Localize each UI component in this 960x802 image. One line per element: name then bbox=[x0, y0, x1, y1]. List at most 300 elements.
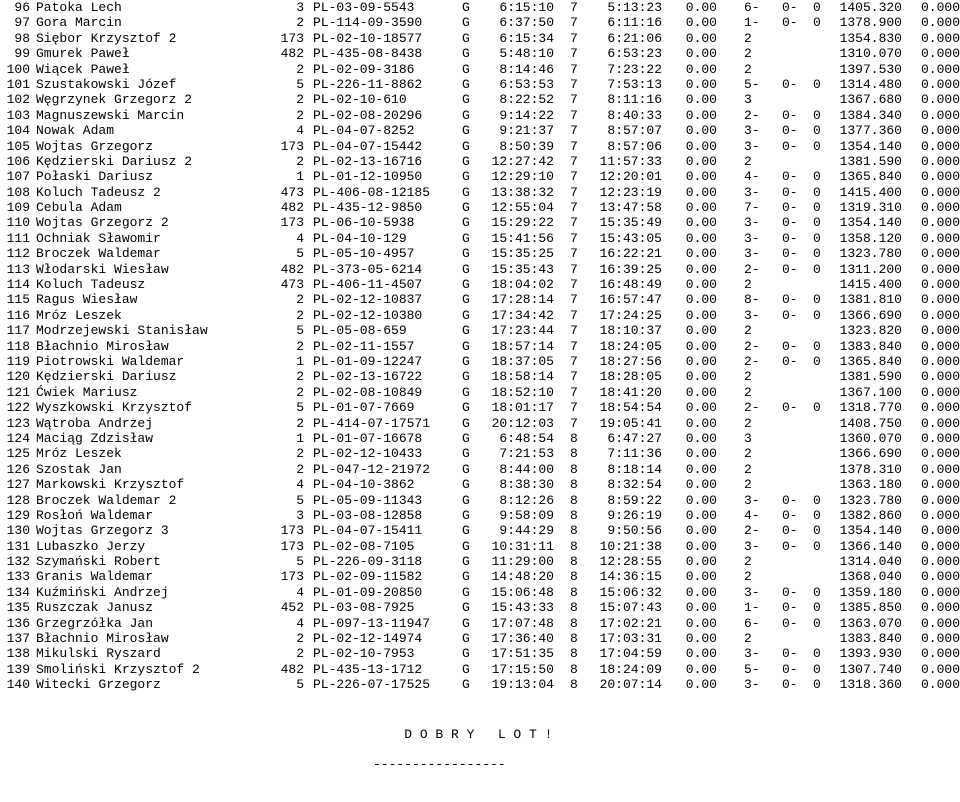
competitor-name: Smoliński Krzysztof 2 bbox=[36, 661, 200, 677]
start-time: 17:51:35 bbox=[491, 646, 554, 662]
table-row bbox=[0, 108, 960, 123]
ring-number: PL-02-08-10849 bbox=[313, 384, 423, 400]
penalty: 0.00 bbox=[685, 107, 717, 123]
coefficient: 0.000 bbox=[920, 261, 960, 277]
penalty: 0.00 bbox=[685, 584, 717, 600]
arrival-time: 18:10:37 bbox=[599, 323, 662, 339]
zero-value: 0 bbox=[813, 538, 821, 554]
flag: 0- bbox=[782, 615, 798, 631]
zero-value: 0 bbox=[813, 0, 821, 15]
club-code: 4 bbox=[296, 477, 304, 493]
zero-value: 0 bbox=[813, 200, 821, 216]
row-number: 102 bbox=[6, 92, 30, 108]
ring-number: PL-047-12-21972 bbox=[313, 461, 431, 477]
points: 2 bbox=[744, 323, 752, 339]
arrival-time: 6:53:23 bbox=[607, 46, 662, 62]
speed: 1310.070 bbox=[839, 46, 902, 62]
day: 7 bbox=[570, 184, 578, 200]
day: 7 bbox=[570, 246, 578, 262]
day: 8 bbox=[570, 631, 578, 647]
club-code: 2 bbox=[296, 307, 304, 323]
ring-number: PL-05-10-4957 bbox=[313, 246, 415, 262]
arrival-time: 6:11:16 bbox=[607, 15, 662, 31]
ring-number: PL-02-12-10380 bbox=[313, 307, 423, 323]
points: 3- bbox=[744, 246, 760, 262]
category: G bbox=[462, 153, 470, 169]
zero-value: 0 bbox=[813, 123, 821, 139]
arrival-time: 8:59:22 bbox=[607, 492, 662, 508]
points: 2 bbox=[744, 461, 752, 477]
penalty: 0.00 bbox=[685, 615, 717, 631]
penalty: 0.00 bbox=[685, 307, 717, 323]
speed: 1381.810 bbox=[839, 292, 902, 308]
zero-value: 0 bbox=[813, 615, 821, 631]
penalty: 0.00 bbox=[685, 461, 717, 477]
table-row bbox=[0, 554, 960, 569]
category: G bbox=[462, 353, 470, 369]
points: 1- bbox=[744, 15, 760, 31]
points: 7- bbox=[744, 200, 760, 216]
table-row bbox=[0, 385, 960, 400]
table-row bbox=[0, 462, 960, 477]
penalty: 0.00 bbox=[685, 292, 717, 308]
footer-text: D O B R Y L O T ! bbox=[404, 727, 553, 742]
day: 7 bbox=[570, 369, 578, 385]
category: G bbox=[462, 400, 470, 416]
points: 5- bbox=[744, 661, 760, 677]
category: G bbox=[462, 538, 470, 554]
flag: 0- bbox=[782, 677, 798, 693]
category: G bbox=[462, 200, 470, 216]
category: G bbox=[462, 277, 470, 293]
table-row bbox=[0, 508, 960, 523]
start-time: 10:31:11 bbox=[491, 538, 554, 554]
row-number: 99 bbox=[14, 46, 30, 62]
points: 2 bbox=[744, 631, 752, 647]
row-number: 136 bbox=[6, 615, 30, 631]
ring-number: PL-02-13-16716 bbox=[313, 153, 423, 169]
competitor-name: Błachnio Mirosław bbox=[36, 338, 169, 354]
flag: 0- bbox=[782, 523, 798, 539]
zero-value: 0 bbox=[813, 246, 821, 262]
competitor-name: Nowak Adam bbox=[36, 123, 115, 139]
flag: 0- bbox=[782, 492, 798, 508]
row-number: 98 bbox=[14, 30, 30, 46]
zero-value: 0 bbox=[813, 292, 821, 308]
speed: 1360.070 bbox=[839, 430, 902, 446]
club-code: 482 bbox=[280, 261, 304, 277]
row-number: 125 bbox=[6, 446, 30, 462]
table-row bbox=[0, 677, 960, 692]
row-number: 96 bbox=[14, 0, 30, 15]
start-time: 17:07:48 bbox=[491, 615, 554, 631]
ring-number: PL-04-10-3862 bbox=[313, 477, 415, 493]
start-time: 15:43:33 bbox=[491, 600, 554, 616]
coefficient: 0.000 bbox=[920, 230, 960, 246]
row-number: 121 bbox=[6, 384, 30, 400]
day: 7 bbox=[570, 76, 578, 92]
club-code: 473 bbox=[280, 277, 304, 293]
day: 8 bbox=[570, 446, 578, 462]
day: 8 bbox=[570, 677, 578, 693]
arrival-time: 8:40:33 bbox=[607, 107, 662, 123]
start-time: 13:38:32 bbox=[491, 184, 554, 200]
start-time: 15:06:48 bbox=[491, 584, 554, 600]
start-time: 12:29:10 bbox=[491, 169, 554, 185]
club-code: 2 bbox=[296, 646, 304, 662]
coefficient: 0.000 bbox=[920, 477, 960, 493]
row-number: 111 bbox=[6, 230, 30, 246]
ring-number: PL-01-07-16678 bbox=[313, 430, 423, 446]
arrival-time: 7:23:22 bbox=[607, 61, 662, 77]
speed: 1367.100 bbox=[839, 384, 902, 400]
start-time: 17:28:14 bbox=[491, 292, 554, 308]
table-row bbox=[0, 292, 960, 307]
competitor-name: Ruszczak Janusz bbox=[36, 600, 154, 616]
coefficient: 0.000 bbox=[920, 323, 960, 339]
table-row bbox=[0, 246, 960, 261]
day: 7 bbox=[570, 261, 578, 277]
day: 7 bbox=[570, 277, 578, 293]
category: G bbox=[462, 677, 470, 693]
speed: 1323.780 bbox=[839, 492, 902, 508]
arrival-time: 7:11:36 bbox=[607, 446, 662, 462]
club-code: 173 bbox=[280, 30, 304, 46]
coefficient: 0.000 bbox=[920, 430, 960, 446]
speed: 1385.850 bbox=[839, 600, 902, 616]
arrival-time: 9:26:19 bbox=[607, 507, 662, 523]
row-number: 133 bbox=[6, 569, 30, 585]
start-time: 6:15:34 bbox=[499, 30, 554, 46]
row-number: 138 bbox=[6, 646, 30, 662]
day: 7 bbox=[570, 400, 578, 416]
penalty: 0.00 bbox=[685, 523, 717, 539]
category: G bbox=[462, 446, 470, 462]
category: G bbox=[462, 615, 470, 631]
start-time: 17:23:44 bbox=[491, 323, 554, 339]
table-row bbox=[0, 369, 960, 384]
ring-number: PL-406-11-4507 bbox=[313, 277, 423, 293]
zero-value: 0 bbox=[813, 215, 821, 231]
row-number: 126 bbox=[6, 461, 30, 477]
club-code: 1 bbox=[296, 169, 304, 185]
competitor-name: Kędzierski Dariusz bbox=[36, 369, 177, 385]
penalty: 0.00 bbox=[685, 430, 717, 446]
ring-number: PL-04-10-129 bbox=[313, 230, 407, 246]
start-time: 8:12:26 bbox=[499, 492, 554, 508]
arrival-time: 5:13:23 bbox=[607, 0, 662, 15]
speed: 1314.040 bbox=[839, 554, 902, 570]
points: 4- bbox=[744, 507, 760, 523]
start-time: 20:12:03 bbox=[491, 415, 554, 431]
flag: 0- bbox=[782, 184, 798, 200]
speed: 1354.140 bbox=[839, 215, 902, 231]
club-code: 5 bbox=[296, 246, 304, 262]
points: 2 bbox=[744, 30, 752, 46]
day: 7 bbox=[570, 169, 578, 185]
competitor-name: Broczek Waldemar bbox=[36, 246, 161, 262]
day: 8 bbox=[570, 661, 578, 677]
club-code: 2 bbox=[296, 384, 304, 400]
day: 8 bbox=[570, 600, 578, 616]
start-time: 9:44:29 bbox=[499, 523, 554, 539]
coefficient: 0.000 bbox=[920, 92, 960, 108]
speed: 1383.840 bbox=[839, 631, 902, 647]
speed: 1378.900 bbox=[839, 15, 902, 31]
club-code: 4 bbox=[296, 584, 304, 600]
speed: 1378.310 bbox=[839, 461, 902, 477]
club-code: 2 bbox=[296, 415, 304, 431]
coefficient: 0.000 bbox=[920, 138, 960, 154]
competitor-name: Modrzejewski Stanisław bbox=[36, 323, 208, 339]
row-number: 122 bbox=[6, 400, 30, 416]
category: G bbox=[462, 430, 470, 446]
club-code: 5 bbox=[296, 76, 304, 92]
day: 8 bbox=[570, 461, 578, 477]
arrival-time: 16:39:25 bbox=[599, 261, 662, 277]
day: 8 bbox=[570, 569, 578, 585]
start-time: 8:44:00 bbox=[499, 461, 554, 477]
row-number: 110 bbox=[6, 215, 30, 231]
category: G bbox=[462, 584, 470, 600]
club-code: 5 bbox=[296, 323, 304, 339]
row-number: 139 bbox=[6, 661, 30, 677]
points: 3- bbox=[744, 138, 760, 154]
table-row bbox=[0, 631, 960, 646]
coefficient: 0.000 bbox=[920, 554, 960, 570]
day: 7 bbox=[570, 30, 578, 46]
row-number: 124 bbox=[6, 430, 30, 446]
ring-number: PL-114-09-3590 bbox=[313, 15, 423, 31]
coefficient: 0.000 bbox=[920, 46, 960, 62]
speed: 1363.180 bbox=[839, 477, 902, 493]
club-code: 2 bbox=[296, 461, 304, 477]
row-number: 120 bbox=[6, 369, 30, 385]
row-number: 137 bbox=[6, 631, 30, 647]
table-row bbox=[0, 62, 960, 77]
table-row bbox=[0, 339, 960, 354]
penalty: 0.00 bbox=[685, 184, 717, 200]
ring-number: PL-03-08-7925 bbox=[313, 600, 415, 616]
arrival-time: 7:53:13 bbox=[607, 76, 662, 92]
club-code: 3 bbox=[296, 507, 304, 523]
row-number: 135 bbox=[6, 600, 30, 616]
start-time: 17:15:50 bbox=[491, 661, 554, 677]
coefficient: 0.000 bbox=[920, 353, 960, 369]
arrival-time: 17:04:59 bbox=[599, 646, 662, 662]
club-code: 2 bbox=[296, 292, 304, 308]
penalty: 0.00 bbox=[685, 15, 717, 31]
coefficient: 0.000 bbox=[920, 538, 960, 554]
category: G bbox=[462, 15, 470, 31]
table-row bbox=[0, 431, 960, 446]
speed: 1393.930 bbox=[839, 646, 902, 662]
ring-number: PL-435-12-9850 bbox=[313, 200, 423, 216]
table-row bbox=[0, 92, 960, 107]
competitor-name: Siębor Krzysztof 2 bbox=[36, 30, 177, 46]
row-number: 116 bbox=[6, 307, 30, 323]
club-code: 4 bbox=[296, 123, 304, 139]
coefficient: 0.000 bbox=[920, 615, 960, 631]
club-code: 173 bbox=[280, 538, 304, 554]
zero-value: 0 bbox=[813, 261, 821, 277]
competitor-name: Lubaszko Jerzy bbox=[36, 538, 146, 554]
day: 8 bbox=[570, 507, 578, 523]
competitor-name: Piotrowski Waldemar bbox=[36, 353, 185, 369]
flag: 0- bbox=[782, 646, 798, 662]
row-number: 119 bbox=[6, 353, 30, 369]
flag: 0- bbox=[782, 138, 798, 154]
penalty: 0.00 bbox=[685, 369, 717, 385]
ring-number: PL-01-09-12247 bbox=[313, 353, 423, 369]
day: 7 bbox=[570, 138, 578, 154]
start-time: 15:35:43 bbox=[491, 261, 554, 277]
ring-number: PL-02-10-18577 bbox=[313, 30, 423, 46]
ring-number: PL-02-13-16722 bbox=[313, 369, 423, 385]
club-code: 4 bbox=[296, 615, 304, 631]
flag: 0- bbox=[782, 15, 798, 31]
footer bbox=[373, 712, 552, 802]
table-row bbox=[0, 154, 960, 169]
points: 2 bbox=[744, 384, 752, 400]
day: 7 bbox=[570, 353, 578, 369]
start-time: 7:21:53 bbox=[499, 446, 554, 462]
penalty: 0.00 bbox=[685, 600, 717, 616]
flag: 0- bbox=[782, 307, 798, 323]
competitor-name: Szymański Robert bbox=[36, 554, 161, 570]
club-code: 173 bbox=[280, 215, 304, 231]
competitor-name: Mróz Leszek bbox=[36, 307, 122, 323]
row-number: 107 bbox=[6, 169, 30, 185]
club-code: 5 bbox=[296, 400, 304, 416]
start-time: 8:14:46 bbox=[499, 61, 554, 77]
flag: 0- bbox=[782, 200, 798, 216]
penalty: 0.00 bbox=[685, 353, 717, 369]
arrival-time: 18:24:05 bbox=[599, 338, 662, 354]
table-row bbox=[0, 446, 960, 461]
category: G bbox=[462, 230, 470, 246]
footer-rule: ----------------- bbox=[373, 757, 506, 772]
start-time: 15:35:25 bbox=[491, 246, 554, 262]
points: 2 bbox=[744, 554, 752, 570]
flag: 0- bbox=[782, 76, 798, 92]
arrival-time: 18:28:05 bbox=[599, 369, 662, 385]
points: 3- bbox=[744, 538, 760, 554]
ring-number: PL-04-07-15411 bbox=[313, 523, 423, 539]
penalty: 0.00 bbox=[685, 0, 717, 15]
day: 7 bbox=[570, 0, 578, 15]
start-time: 15:29:22 bbox=[491, 215, 554, 231]
points: 2- bbox=[744, 400, 760, 416]
points: 6- bbox=[744, 615, 760, 631]
competitor-name: Gmurek Paweł bbox=[36, 46, 130, 62]
competitor-name: Włodarski Wiesław bbox=[36, 261, 169, 277]
speed: 1311.200 bbox=[839, 261, 902, 277]
penalty: 0.00 bbox=[685, 153, 717, 169]
competitor-name: Węgrzynek Grzegorz 2 bbox=[36, 92, 193, 108]
table-row bbox=[0, 523, 960, 538]
penalty: 0.00 bbox=[685, 230, 717, 246]
start-time: 18:01:17 bbox=[491, 400, 554, 416]
points: 2- bbox=[744, 261, 760, 277]
speed: 1318.770 bbox=[839, 400, 902, 416]
arrival-time: 18:24:09 bbox=[599, 661, 662, 677]
day: 8 bbox=[570, 646, 578, 662]
flag: 0- bbox=[782, 230, 798, 246]
club-code: 2 bbox=[296, 107, 304, 123]
arrival-time: 6:47:27 bbox=[607, 430, 662, 446]
flag: 0- bbox=[782, 107, 798, 123]
category: G bbox=[462, 215, 470, 231]
arrival-time: 16:57:47 bbox=[599, 292, 662, 308]
day: 7 bbox=[570, 200, 578, 216]
speed: 1381.590 bbox=[839, 369, 902, 385]
coefficient: 0.000 bbox=[920, 0, 960, 15]
points: 2 bbox=[744, 477, 752, 493]
ring-number: PL-06-10-5938 bbox=[313, 215, 415, 231]
table-row bbox=[0, 215, 960, 230]
arrival-time: 15:06:32 bbox=[599, 584, 662, 600]
ring-number: PL-04-07-8252 bbox=[313, 123, 415, 139]
points: 3- bbox=[744, 646, 760, 662]
points: 2 bbox=[744, 46, 752, 62]
flag: 0- bbox=[782, 538, 798, 554]
competitor-name: Koluch Tadeusz 2 bbox=[36, 184, 161, 200]
penalty: 0.00 bbox=[685, 538, 717, 554]
day: 8 bbox=[570, 430, 578, 446]
flag: 0- bbox=[782, 661, 798, 677]
day: 7 bbox=[570, 307, 578, 323]
arrival-time: 8:32:54 bbox=[607, 477, 662, 493]
table-row bbox=[0, 354, 960, 369]
start-time: 18:57:14 bbox=[491, 338, 554, 354]
arrival-time: 17:24:25 bbox=[599, 307, 662, 323]
coefficient: 0.000 bbox=[920, 369, 960, 385]
penalty: 0.00 bbox=[685, 169, 717, 185]
day: 8 bbox=[570, 584, 578, 600]
competitor-name: Mikulski Ryszard bbox=[36, 646, 161, 662]
start-time: 8:38:30 bbox=[499, 477, 554, 493]
competitor-name: Wiącek Paweł bbox=[36, 61, 130, 77]
row-number: 108 bbox=[6, 184, 30, 200]
competitor-name: Błachnio Mirosław bbox=[36, 631, 169, 647]
start-time: 15:41:56 bbox=[491, 230, 554, 246]
club-code: 1 bbox=[296, 353, 304, 369]
club-code: 482 bbox=[280, 200, 304, 216]
category: G bbox=[462, 307, 470, 323]
ring-number: PL-02-09-3186 bbox=[313, 61, 415, 77]
points: 3 bbox=[744, 92, 752, 108]
table-row bbox=[0, 662, 960, 677]
flag: 0- bbox=[782, 215, 798, 231]
penalty: 0.00 bbox=[685, 631, 717, 647]
ring-number: PL-02-11-1557 bbox=[313, 338, 415, 354]
points: 3- bbox=[744, 184, 760, 200]
speed: 1318.360 bbox=[839, 677, 902, 693]
ring-number: PL-435-13-1712 bbox=[313, 661, 423, 677]
coefficient: 0.000 bbox=[920, 631, 960, 647]
speed: 1366.690 bbox=[839, 446, 902, 462]
arrival-time: 12:20:01 bbox=[599, 169, 662, 185]
flag: 0- bbox=[782, 123, 798, 139]
club-code: 2 bbox=[296, 446, 304, 462]
speed: 1365.840 bbox=[839, 353, 902, 369]
ring-number: PL-01-07-7669 bbox=[313, 400, 415, 416]
day: 7 bbox=[570, 61, 578, 77]
day: 8 bbox=[570, 538, 578, 554]
coefficient: 0.000 bbox=[920, 215, 960, 231]
start-time: 9:14:22 bbox=[499, 107, 554, 123]
